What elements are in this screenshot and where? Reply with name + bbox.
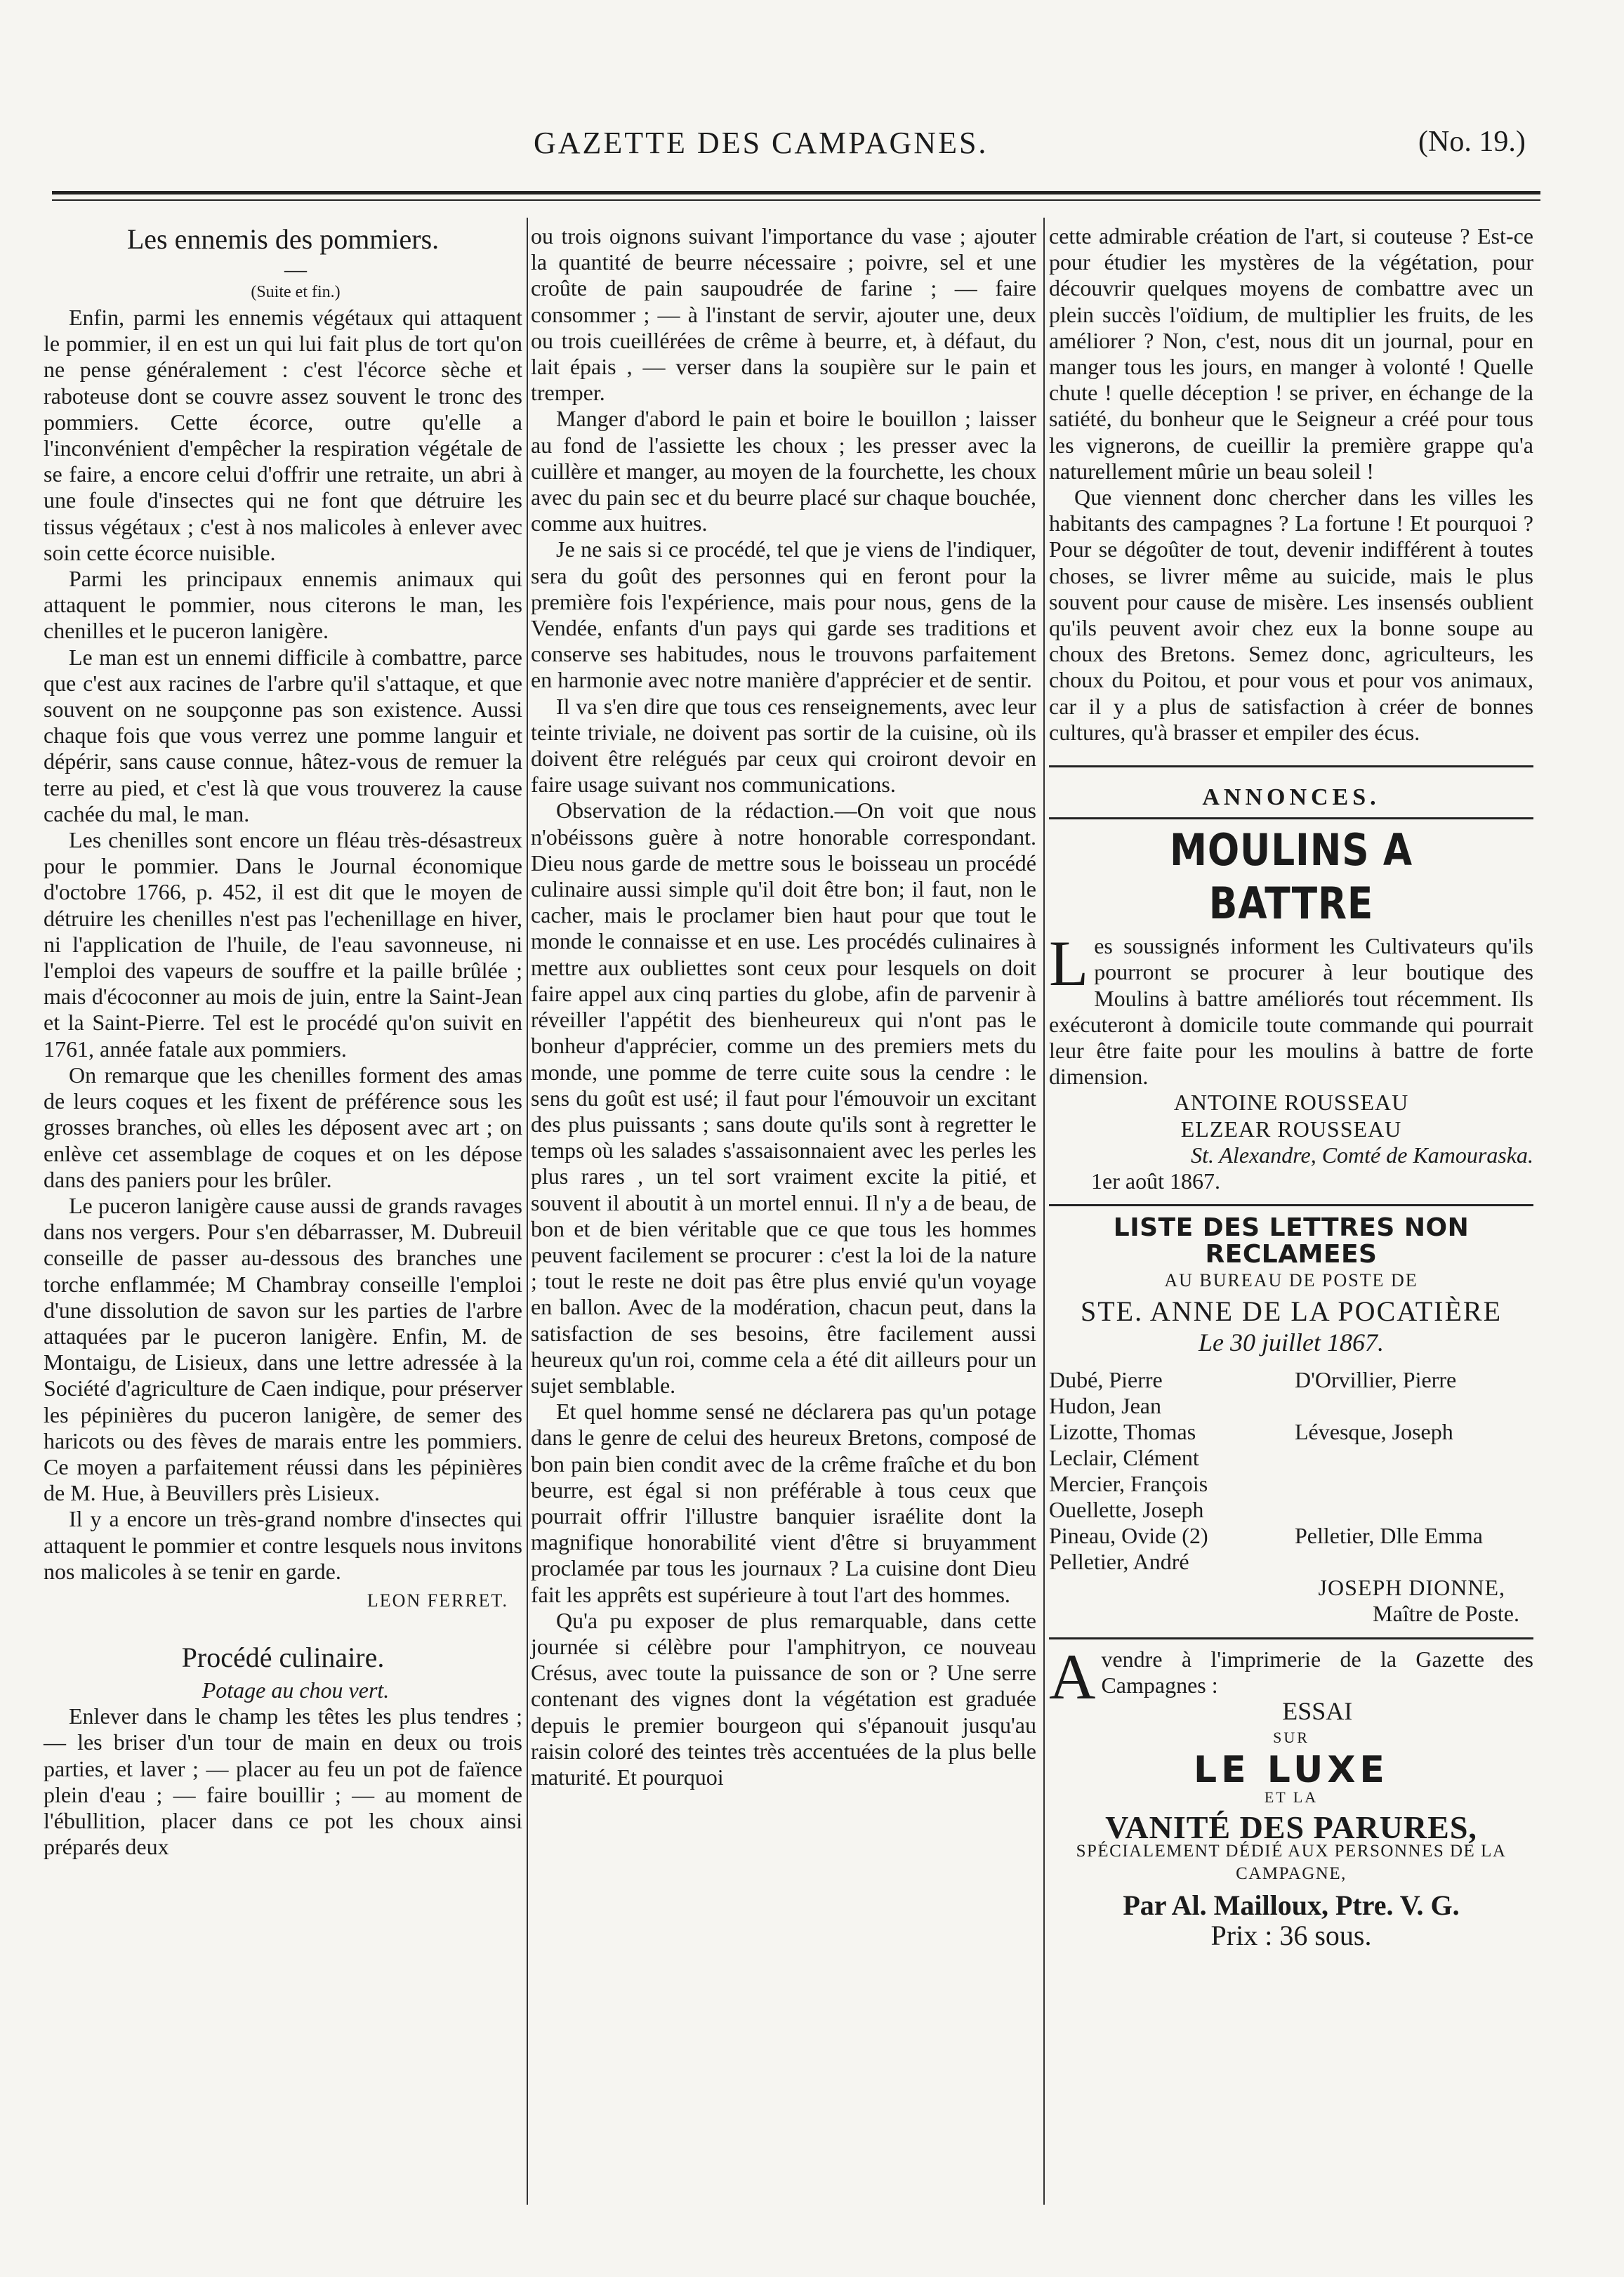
sale-dropcap: A [1049, 1640, 1096, 1712]
header-rule-thin [52, 199, 1540, 201]
paragraph: Que viennent donc chercher dans les villes les habitants des campagnes ? La fortune ! Et pourquoi ? Pour se dégoûter de tout, devenir indifférent à toutes choses, se livrer même au suicide, mais le plus souvent pour cause de misère. Les insensés oublient qu'ils peuvent avoir chez eux la bonne soupe au choux des Bretons. Semez donc, agriculteurs, les choux du Poitou, et pour vous et pour vos animaux, car il y a plus de satisfaction à créer de bonnes cultures, qu'à brasser et empiler des écus. [1049, 484, 1533, 745]
postmaster-name: JOSEPH DIONNE, [1318, 1575, 1505, 1601]
ad-place: St. Alexandre, Comté de Kamouraska. [1191, 1142, 1533, 1168]
sale-text: vendre à l'imprimerie de la Gazette des Campagnes : [1101, 1646, 1533, 1698]
post-office-place: STE. ANNE DE LA POCATIÈRE [1081, 1295, 1502, 1327]
section-rule [1049, 1204, 1533, 1206]
list-item: Hudon, Jean [1049, 1393, 1161, 1419]
title-dash: — [284, 256, 307, 282]
paragraph: On remarque que les chenilles forment des amas de leurs coques et les fixent de préférence sous les grosses branches, où elles les déposent avec art ; on enlève cet assemblage de coques et on les dépose dans des paniers pour les brûler. [44, 1062, 522, 1192]
book-title: LE LUXE [1194, 1749, 1389, 1792]
list-item [1295, 1445, 1533, 1471]
book-subtitle: VANITÉ DES PARURES, [1105, 1809, 1477, 1845]
list-item: Dubé, Pierre [1049, 1367, 1163, 1393]
column-2 [531, 223, 1036, 1790]
continuation-note: (Suite et fin.) [251, 283, 341, 301]
letters-list-title: LISTE DES LETTRES NON RECLAMEES [1113, 1213, 1470, 1269]
list-item: Pineau, Ovide (2) [1049, 1523, 1208, 1549]
paragraph: Le man est un ennemi difficile à combattre, parce que c'est aux racines de l'arbre qu'il s'attaque, et que souvent on ne soupçonne pas son existence. Aussi chaque fois que vous verrez une pomme languir et dépérir, sans cause connue, hâtez-vous de remuer la terre au pied, et c'est là que vous trouverez la cause cachée du mal, le man. [44, 644, 522, 826]
book-price: Prix : 36 sous. [1210, 1920, 1372, 1952]
list-item: Lizotte, Thomas [1049, 1419, 1196, 1445]
ad-body [1049, 928, 1533, 1090]
article-title: Les ennemis des pommiers. [126, 223, 440, 255]
book-essai: ESSAI [1282, 1696, 1353, 1725]
letters-list-date: Le 30 juillet 1867. [1199, 1328, 1384, 1357]
column-divider [527, 218, 528, 2205]
book-etla: ET LA [1264, 1788, 1319, 1806]
section-rule [1049, 1637, 1533, 1639]
list-item [1295, 1497, 1533, 1523]
paragraph: Manger d'abord le pain et boire le bouillon ; laisser au fond de l'assiette les choux ; les presser avec la cuillère et manger, au moyen de la fourchette, les choux avec du pain sec et du beurre placé sur chaque bouchée, comme aux huitres. [531, 406, 1036, 536]
column-1 [44, 223, 522, 1860]
ad-signature: ELZEAR ROUSSEAU [1180, 1116, 1402, 1142]
ad-text: es soussignés informent les Cultivateurs qu'ils pourront se procurer à leur boutique des Moulins à battre améliorés tout récemment. Ils exécuteront à domicile toute commande qui pourrait leur être faite pour les moulins à battre de forte dimension. [1049, 933, 1533, 1090]
paragraph: Enlever dans le champ les têtes les plus tendres ; — les briser d'un tour de main en deux ou trois parties, et laver ; — placer au feu un pot de faïence plein d'eau ; — faire bouillir ; — au moment de l'ébullition, placer dans ce pot les choux ainsi préparés deux [44, 1703, 522, 1860]
ad-signature: ANTOINE ROUSSEAU [1173, 1090, 1409, 1116]
letters-list-subtitle: AU BUREAU DE POSTE DE [1164, 1269, 1418, 1291]
paragraph: Les chenilles sont encore un fléau très-désastreux pour le pommier. Dans le Journal économique d'octobre 1766, p. 452, il est dit que le moyen de détruire les chenilles n'est pas l'echenillage en hiver, ni l'application de l'huile, de l'eau savonneuse, ni l'emploi des vapeurs de souffre et la paille brûlée ; mais d'écoconner au mois de juin, entre la Saint-Jean et la Saint-Pierre. Tel est le procédé qu'on suivit en 1761, année fatale aux pommiers. [44, 827, 522, 1062]
paragraph: Parmi les principaux ennemis animaux qui attaquent le pommier, nous citerons le man, les chenilles et le puceron lanigère. [44, 566, 522, 644]
book-dedication: SPÉCIALEMENT DÉDIÉ AUX PERSONNES DE LA CAMPAGNE, [1076, 1841, 1507, 1883]
header-rule [52, 191, 1540, 194]
article-signature: LEON FERRET. [367, 1590, 508, 1611]
column-3 [1049, 223, 1533, 1952]
article-subtitle: Potage au chou vert. [202, 1677, 390, 1703]
unclaimed-letters-list [1049, 1367, 1533, 1575]
postmaster-title: Maître de Poste. [1373, 1601, 1519, 1627]
list-item: Mercier, François [1049, 1471, 1208, 1497]
running-head: GAZETTE DES CAMPAGNES. [534, 126, 989, 160]
paragraph: Enfin, parmi les ennemis végétaux qui attaquent le pommier, il en est un qui lui fait plus de tort qu'on ne pense généralement : c'est l'écorce sèche et raboteuse dont se couvre assez souvent le tronc des pommiers. Cette écorce, outre qu'elle a l'inconvénient d'empêcher la respiration végétale de se faire, a encore celui d'offrir une retraite, un abri à une foule d'insectes qui ne font que détruire les tissus végétaux ; c'est à nos malicoles à enlever avec soin cette écorce nuisible. [44, 305, 522, 565]
list-item: Leclair, Clément [1049, 1445, 1199, 1471]
list-item [1295, 1471, 1533, 1497]
article-title: Procédé culinaire. [181, 1642, 385, 1674]
paragraph: Observation de la rédaction.—On voit que nous n'obéissons guère à notre honorable correspondant. Dieu nous garde de mettre sous le boisseau un procédé culinaire aussi simple qu'il doit être bon; il faut, non le cacher, mais le proclamer bien haut pour que tout le monde le connaisse et en use. Les procédés culinaires à mettre aux oubliettes sont ceux pour lesquels on doit faire appel aux cinq parties du globe, afin de parvenir à réveiller l'appétit des bienheureux qui n'ont pas le bonheur d'apprécier, comme un des premiers mets du monde, une pomme de terre cuite sous la cendre : le sens du goût est usé; il faut pour l'émouvoir un excitant des plus puissants ; sans doute qu'ils sont à regretter le temps où les salades s'assaisonnaient avec les perles les plus rares , un tel sort vraiment excite la pitié, et souvent il aboutit à un mortel ennui. Il n'y a de beau, de bon et de bien véritable que ce que tous les hommes peuvent facilement se procurer : c'est la loi de la nature ; tout le reste ne doit pas être plus envié qu'un voyage en ballon. Avec de la modération, chacun peut, dans la satisfaction de ses besoins, être facilement aussi heureux qu'un roi, comme cela a été dit ailleurs pour un sujet semblable. [531, 798, 1036, 1398]
list-item [1295, 1393, 1533, 1419]
section-rule [1049, 817, 1533, 819]
list-item: Pelletier, André [1049, 1549, 1189, 1575]
column-divider [1043, 218, 1045, 2205]
paragraph: Qu'a pu exposer de plus remarquable, dans cette journée si célèbre pour l'amphitryon, ce nouveau Crésus, avec toute la puissance de son or ? Une serre contenant des vignes dont la végétation est graduée depuis le premier bourgeon qui s'épanouit jusqu'au raisin coloré des teintes très accentuées de la plus belle maturité. Et pourquoi [531, 1607, 1036, 1790]
paragraph: Le puceron lanigère cause aussi de grands ravages dans nos vergers. Pour s'en débarrasser, M. Dubreuil conseille de passer au-dessous des branches une torche enflammée; M Chambray conseille l'emploi d'une dissolution de savon sur les parties de l'arbre attaquées par le puceron lanigère. Enfin, M. de Montaigu, de Lisieux, dans une lettre adressée à la Société d'agriculture de Caen indique, pour préserver les pépinières du puceron lanigère, de semer des haricots ou des fèves de marais entre les pommiers. Ce moyen a parfaitement réussi dans les pépinières de M. Hue, à Beuvillers près Lisieux. [44, 1192, 522, 1506]
ad-dropcap: L [1049, 928, 1089, 1000]
issue-number: (No. 19.) [1418, 126, 1526, 158]
announcements-heading: ANNONCES. [1202, 784, 1380, 811]
list-item: Lévesque, Joseph [1295, 1419, 1453, 1445]
paragraph: Je ne sais si ce procédé, tel que je viens de l'indiquer, sera du goût des personnes qui en feront pour la première fois l'expérience, mais pour nous, gens de la Vendée, enfants d'un pays qui garde ses traditions et conserve ses habitudes, nous le trouvons parfaitement en harmonie avec notre manière d'apprécier et de sentir. [531, 536, 1036, 693]
paragraph: Et quel homme sensé ne déclarera pas qu'un potage dans le genre de celui des heureux Bretons, composé de bon pain bien condit avec de la crême fraîche et du bon beurre, est égal si non préférable à tous ceux que pourrait offrir l'illustre banquier israélite dont la magnifique honorabilité vient d'être si bruyamment proclamée par tous les journaux ? La cuisine dont Dieu fait les apprêts est supérieure à tout l'art des hommes. [531, 1399, 1036, 1607]
list-item: D'Orvillier, Pierre [1295, 1367, 1457, 1393]
ad-title: MOULINS A BATTRE [1169, 824, 1413, 930]
paragraph: ou trois oignons suivant l'importance du vase ; ajouter la quantité de beurre nécessaire ; poivre, sel et une croûte de pain saupoudrée de farine ; — faire consommer ; — à l'instant de servir, ajouter une, deux ou trois cueillérées de crême à beurre, et, à défaut, du lait épais , — verser dans la soupière sur le pain et tremper. [531, 223, 1036, 406]
list-item: Pelletier, Dlle Emma [1295, 1523, 1483, 1549]
ad-date: 1er août 1867. [1091, 1168, 1220, 1194]
list-item: Ouellette, Joseph [1049, 1497, 1204, 1523]
paragraph: Il va s'en dire que tous ces renseignements, avec leur teinte triviale, ne doivent pas sortir de la cuisine, où ils doivent être relégués par ceux qui croiront devoir en faire usage suivant nos communications. [531, 693, 1036, 798]
paragraph: Il y a encore un très-grand nombre d'insectes qui attaquent le pommier et contre lesquels nous invitons nos malicoles à se tenir en garde. [44, 1506, 522, 1584]
paragraph: cette admirable création de l'art, si couteuse ? Est-ce pour étudier les mystères de la végétation, pour découvrir quelques moyens de combattre avec un plein succès l'oïdium, de multiplier les fruits, de les améliorer ? Non, c'est, nous dit un journal, pour en manger tous les jours, en manger à volonté ! Quelle chute ! quelle déception ! se priver, en échange de la satiété, du bonheur que le Seigneur a créé pour tous les vignerons, de cueillir la première grappe qu'a naturellement mûrie un beau soleil ! [1049, 223, 1533, 484]
list-item [1295, 1549, 1533, 1575]
book-sur: SUR [1273, 1729, 1309, 1747]
section-rule [1049, 765, 1533, 767]
book-author: Par Al. Mailloux, Ptre. V. G. [1123, 1889, 1460, 1921]
